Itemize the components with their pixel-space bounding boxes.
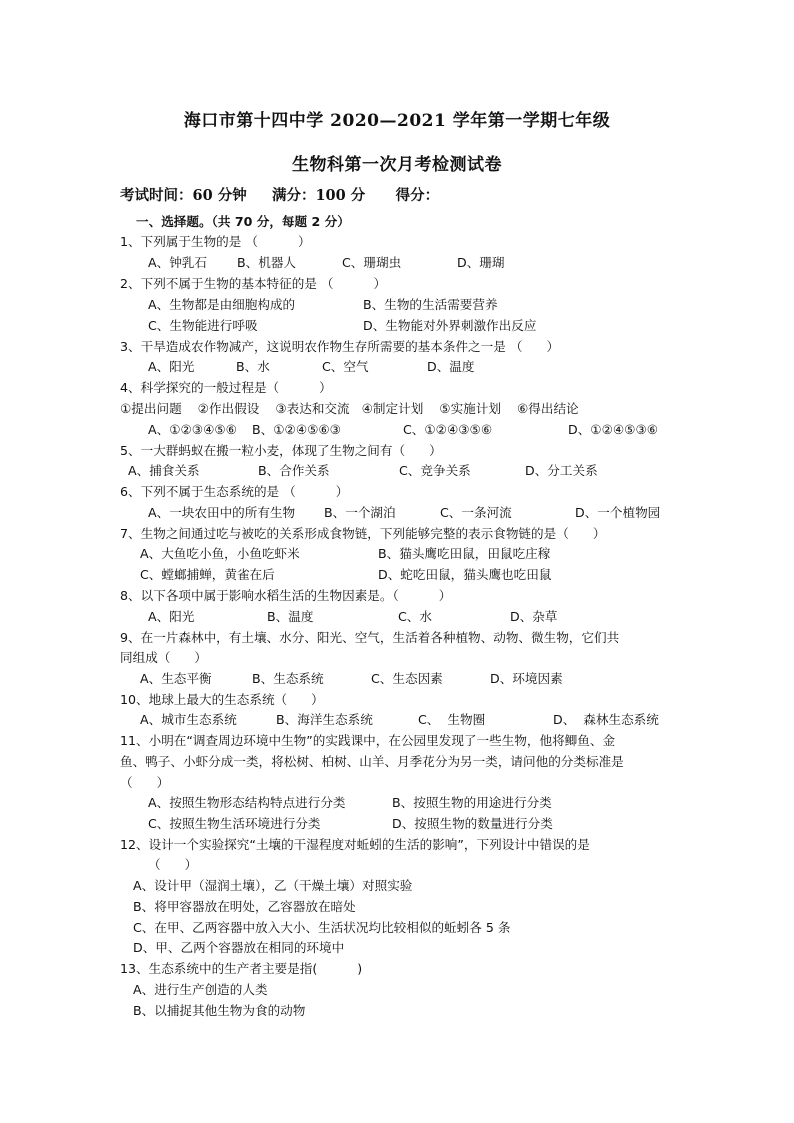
option: A、按照生物形态结构特点进行分类 — [148, 795, 346, 810]
option: B、以捕捉其他生物为食的动物 — [133, 1003, 306, 1018]
option: C、 生物圈 — [418, 712, 486, 727]
option: D、环境因素 — [490, 671, 563, 686]
exam-title-line1: 海口市第十四中学 2020—2021 学年第一学期七年级 — [183, 111, 611, 131]
exam-title-line2: 生物科第一次月考检测试卷 — [292, 155, 502, 175]
option: B、猫头鹰吃田鼠，田鼠吃庄稼 — [378, 546, 551, 561]
option: A、设计甲（湿润土壤），乙（干燥土壤）对照实验 — [133, 878, 413, 893]
option: D、温度 — [427, 359, 475, 374]
question-stem-cont: 同组成（ ） — [120, 650, 207, 665]
option: B、生态系统 — [252, 671, 324, 686]
question-stem: 7、生物之间通过吃与被吃的关系形成食物链，下列能够完整的表示食物链的是（ ） — [120, 526, 606, 541]
question-stem: 9、在一片森林中，有土壤、水分、阳光、空气，生活着各种植物、动物、微生物，它们共 — [120, 630, 620, 645]
option: B、将甲容器放在明处，乙容器放在暗处 — [133, 899, 356, 914]
question-stem: 3、干旱造成农作物减产，这说明农作物生存所需要的基本条件之一是 （ ） — [120, 339, 560, 354]
option: A、生物都是由细胞构成的 — [148, 297, 296, 312]
option: A、一块农田中的所有生物 — [148, 505, 296, 520]
option: B、一个湖泊 — [324, 505, 396, 520]
option: A、生态平衡 — [140, 671, 212, 686]
question-stem: 1、下列属于生物的是 （ ） — [120, 234, 311, 249]
option: A、阳光 — [148, 609, 195, 624]
question-stem-cont: 鱼、鸭子、小虾分成一类，将松树、柏树、山羊、月季花分为另一类，请问他的分类标准是 — [120, 754, 624, 769]
option: D、甲、乙两个容器放在相同的环境中 — [133, 940, 345, 955]
question-stem-cont: （ ） — [120, 775, 170, 790]
question-stem: 12、设计一个实验探究“土壤的干湿程度对蚯蚓的生活的影响”，下列设计中错误的是 — [120, 837, 590, 852]
question-stem: 10、地球上最大的生态系统（ ） — [120, 692, 324, 707]
option: C、在甲、乙两容器中放入大小、生活状况均比较相似的蚯蚓各 5 条 — [133, 920, 511, 935]
option: B、按照生物的用途进行分类 — [392, 795, 552, 810]
option: D、①②④⑤③⑥ — [568, 422, 659, 437]
question-stem: 13、生态系统中的生产者主要是指( ) — [120, 961, 363, 976]
option: A、阳光 — [148, 359, 195, 374]
option: B、生物的生活需要营养 — [363, 297, 498, 312]
option: A、钟乳石 — [148, 255, 207, 270]
option: C、空气 — [322, 359, 369, 374]
section-heading: 一、选择题。（共 70 分，每题 2 分） — [136, 214, 350, 229]
option: A、①②③④⑤⑥ — [148, 422, 237, 437]
question-stem: 4、科学探究的一般过程是（ ） — [120, 380, 332, 395]
option: C、生态因素 — [371, 671, 443, 686]
option: B、水 — [236, 359, 270, 374]
option: C、螳螂捕蝉，黄雀在后 — [140, 567, 275, 582]
question-stem: 8、以下各项中属于影响水稻生活的生物因素是。（ ） — [120, 588, 452, 603]
option: B、机器人 — [237, 255, 297, 270]
question-stem: 6、下列不属于生态系统的是 （ ） — [120, 484, 349, 499]
option: C、水 — [398, 609, 432, 624]
question-stem: 2、下列不属于生物的基本特征的是 （ ） — [120, 276, 387, 291]
option: A、进行生产创造的人类 — [133, 982, 268, 997]
option: C、生物能进行呼吸 — [148, 318, 258, 333]
option: B、①②④⑤⑥③ — [252, 422, 341, 437]
option: A、捕食关系 — [128, 463, 200, 478]
option: D、按照生物的数量进行分类 — [392, 816, 553, 831]
option: D、杂草 — [510, 609, 558, 624]
option: C、竞争关系 — [399, 463, 471, 478]
option: A、城市生态系统 — [140, 712, 237, 727]
option: B、温度 — [267, 609, 314, 624]
exam-info: 考试时间：60 分钟 满分：100 分 得分： — [120, 187, 440, 204]
question-stem: 11、小明在“调查周边环境中生物”的实践课中，在公园里发现了一些生物，他将鲫鱼、金 — [120, 733, 616, 748]
option: D、 森林生态系统 — [553, 712, 659, 727]
option: A、大鱼吃小鱼，小鱼吃虾米 — [140, 546, 300, 561]
option: C、珊瑚虫 — [342, 255, 402, 270]
option: C、一条河流 — [440, 505, 512, 520]
option: D、蛇吃田鼠，猫头鹰也吃田鼠 — [378, 567, 552, 582]
option: B、合作关系 — [258, 463, 330, 478]
question-stem-cont: （ ） — [148, 857, 198, 872]
question-stem: 5、一大群蚂蚁在搬一粒小麦，体现了生物之间有（ ） — [120, 443, 442, 458]
option: B、海洋生态系统 — [276, 712, 373, 727]
option: D、生物能对外界刺激作出反应 — [363, 318, 537, 333]
question-steps: ①提出问题 ②作出假设 ③表达和交流 ④制定计划 ⑤实施计划 ⑥得出结论 — [120, 401, 579, 416]
option: C、①②④③⑤⑥ — [403, 422, 493, 437]
option: D、一个植物园 — [575, 505, 661, 520]
option: C、按照生物生活环境进行分类 — [148, 816, 321, 831]
option: D、珊瑚 — [457, 255, 505, 270]
option: D、分工关系 — [525, 463, 598, 478]
